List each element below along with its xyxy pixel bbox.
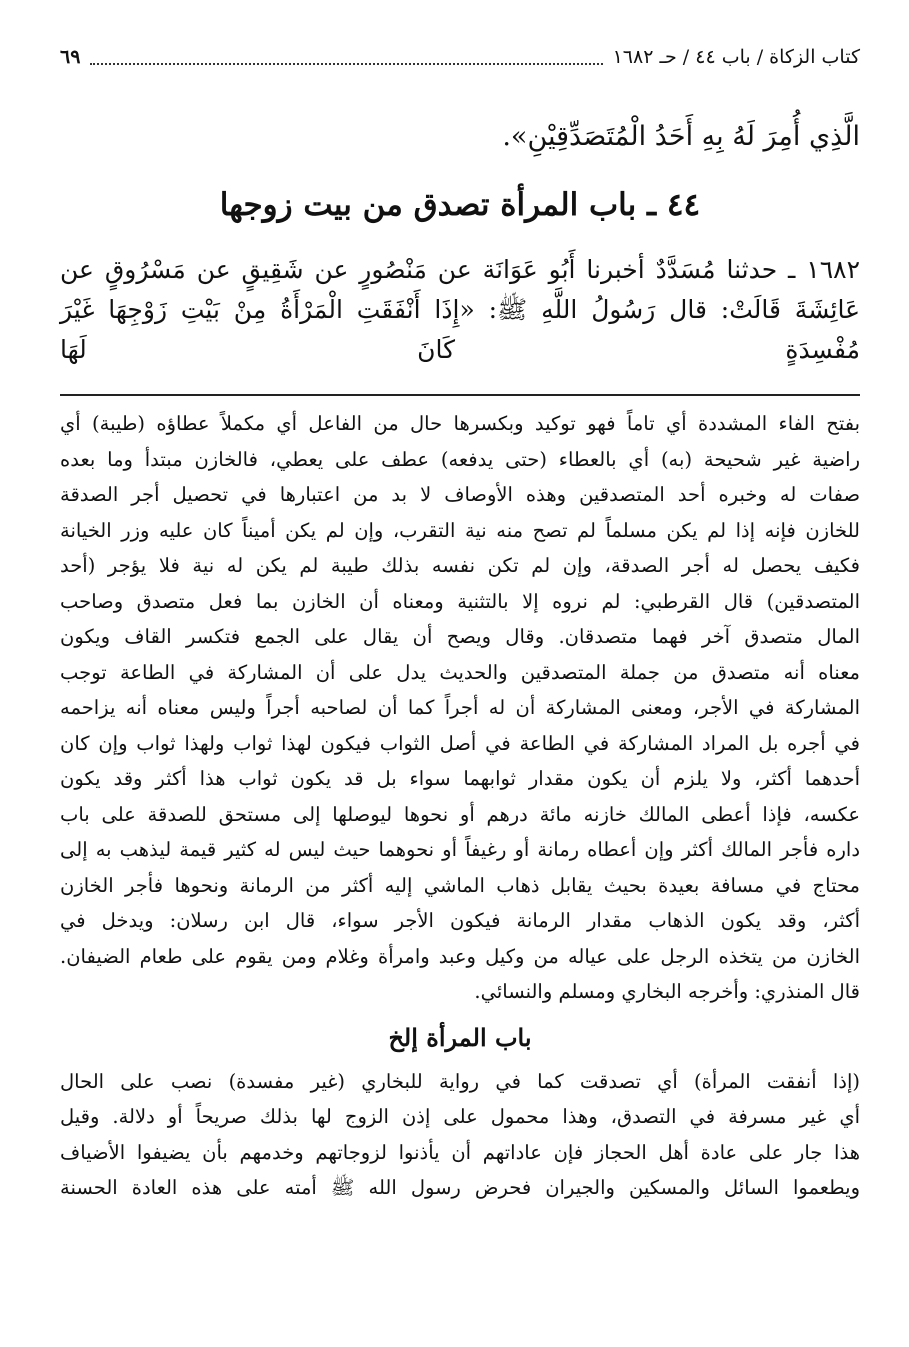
- running-header-title: كتاب الزكاة / باب ٤٤ / حـ ١٦٨٢: [612, 46, 860, 68]
- commentary-line: داره فأجر المالك أكثر وإن أعطاه رمانة أو رغيفاً أو نحوهما حيث ليس له كثير قيمة ليذهب به إلى: [60, 838, 860, 861]
- commentary-line: الخازن من يتخذه الرجل على عياله من وكيل وعبد وامرأة وغلام ومن يقوم على طعام الضيفان.: [60, 944, 860, 968]
- commentary-line: أي غير مسرفة في التصدق، وهذا محمول على إذن الزوج لها بذلك صريحاً أو دلالة. وقيل: [60, 1105, 860, 1128]
- footnote-divider: [60, 394, 860, 396]
- page-number: ٦٩: [60, 46, 81, 68]
- commentary-line: المال متصدق آخر فهما متصدقان. وقال ويصح أن يقال على الجمع فتكسر القاف ويكون: [60, 625, 860, 648]
- commentary-line: هذا جار على عادة أهل الحجاز فإن عاداتهم أن يأذنوا لزوجاتهم وخدمهم بأن يضيفوا الأضياف: [60, 1140, 860, 1164]
- commentary-line: أكثر، وقد يكون الذهاب مقدار الرمانة فيكون الأجر سواء، قال ابن رسلان: ويدخل في: [60, 909, 860, 932]
- commentary-line: معناه أنه متصدق من جملة المتصدقين والحديث يدل على أن المشاركة في الطاعة توجب: [60, 660, 860, 684]
- commentary-line: (إذا أنفقت المرأة) أي تصدقت كما في رواية للبخاري (غير مفسدة) نصب على الحال: [60, 1069, 860, 1093]
- commentary-line: راضية غير شحيحة (به) أي بالعطاء (حتى يدفعه) عطف على يعطي، فالخازن مبتدأ وما بعده: [60, 447, 860, 471]
- commentary-line: صفات له وخبره أحد المتصدقين وهذه الأوصاف لا بد من اعتبارها في تحصيل أجر الصدقة: [60, 483, 860, 506]
- commentary-line: أحدهما أكثر، ولا يلزم أن يكون مقدار ثوابهما سواء بل قد يكون ثواب هذا أكثر وقد يكون: [60, 767, 860, 790]
- commentary-line: قال المنذري: وأخرجه البخاري ومسلم والنسائي.: [474, 980, 860, 1003]
- commentary-line: بفتح الفاء المشددة أي تاماً فهو توكيد وبكسرها حال من الفاعل أي مكملاً عطاؤه (طيبة) أي: [60, 412, 860, 435]
- commentary-line: ويطعموا السائل والمسكين والجيران فحرض رسول الله ﷺ أمته على هذه العادة الحسنة: [60, 1176, 860, 1199]
- commentary-line: المشاركة في الأجر، ومعنى المشاركة أن له أجراً كما أن لصاحبه أجراً وليس معناه أنه يزاحمه: [60, 696, 860, 719]
- commentary: [60, 406, 860, 1206]
- commentary-line: فكيف يحصل له أجر الصدقة، وإن لم تكن نفسه بذلك طيبة لم يكن له نية فلا يؤجر (أحد: [60, 554, 860, 577]
- header-dot-leader: [90, 49, 602, 65]
- running-header: [60, 40, 860, 74]
- hadith-text: [60, 250, 860, 370]
- chapter-title: ٤٤ ـ باب المرأة تصدق من بيت زوجها: [219, 187, 701, 223]
- hadith-line: ١٦٨٢ ـ حدثنا مُسَدَّدٌ أخبرنا أَبُو عَوَانَة عن مَنْصُورٍ عن شَقِيقٍ عن مَسْرُوقٍ عن: [60, 255, 860, 284]
- commentary-line: محتاج في مسافة بعيدة بحيث يقابل ذهاب الماشي إليه أكثر من الرمانة ونحوها فأجر الخازن: [60, 873, 860, 897]
- section-subtitle: باب المرأة إلخ: [388, 1022, 532, 1052]
- commentary-line: عكسه، فإذا أعطى المالك خازنه مائة درهم أو نحوها ليوصلها إلى مستحق للصدقة على باب: [60, 802, 860, 826]
- book-page: [60, 40, 860, 1206]
- commentary-line: المتصدقين) قال القرطبي: لم نروه إلا بالتثنية ومعناه أن الخازن بما فعل متصدق وصاحب: [60, 589, 860, 613]
- hadith-continuation: الَّذِي أُمِرَ لَهُ بِهِ أَحَدُ الْمُتَصَدِّقِيْنِ».: [502, 121, 860, 152]
- commentary-line: في أجره بل المراد المشاركة في الطاعة في أصل الثواب فيكون لهذا ثواب ولهذا ثواب وإن كان: [60, 731, 860, 755]
- hadith-line: عَائِشَةَ قَالَتْ: قال رَسُولُ اللَّهِ ﷺ: «إِذَا أَنْفَقَتِ الْمَرْأَةُ مِنْ بَيْتِ زَوْجِهَا غَيْرَ مُفْسِدَةٍ كَانَ لَهَا: [60, 295, 860, 364]
- commentary-line: للخازن فإنه إذا لم يكن مسلماً لم تصح منه نية التقرب، وإن لم يكن أميناً كان عليه وزر الخيانة: [60, 518, 860, 542]
